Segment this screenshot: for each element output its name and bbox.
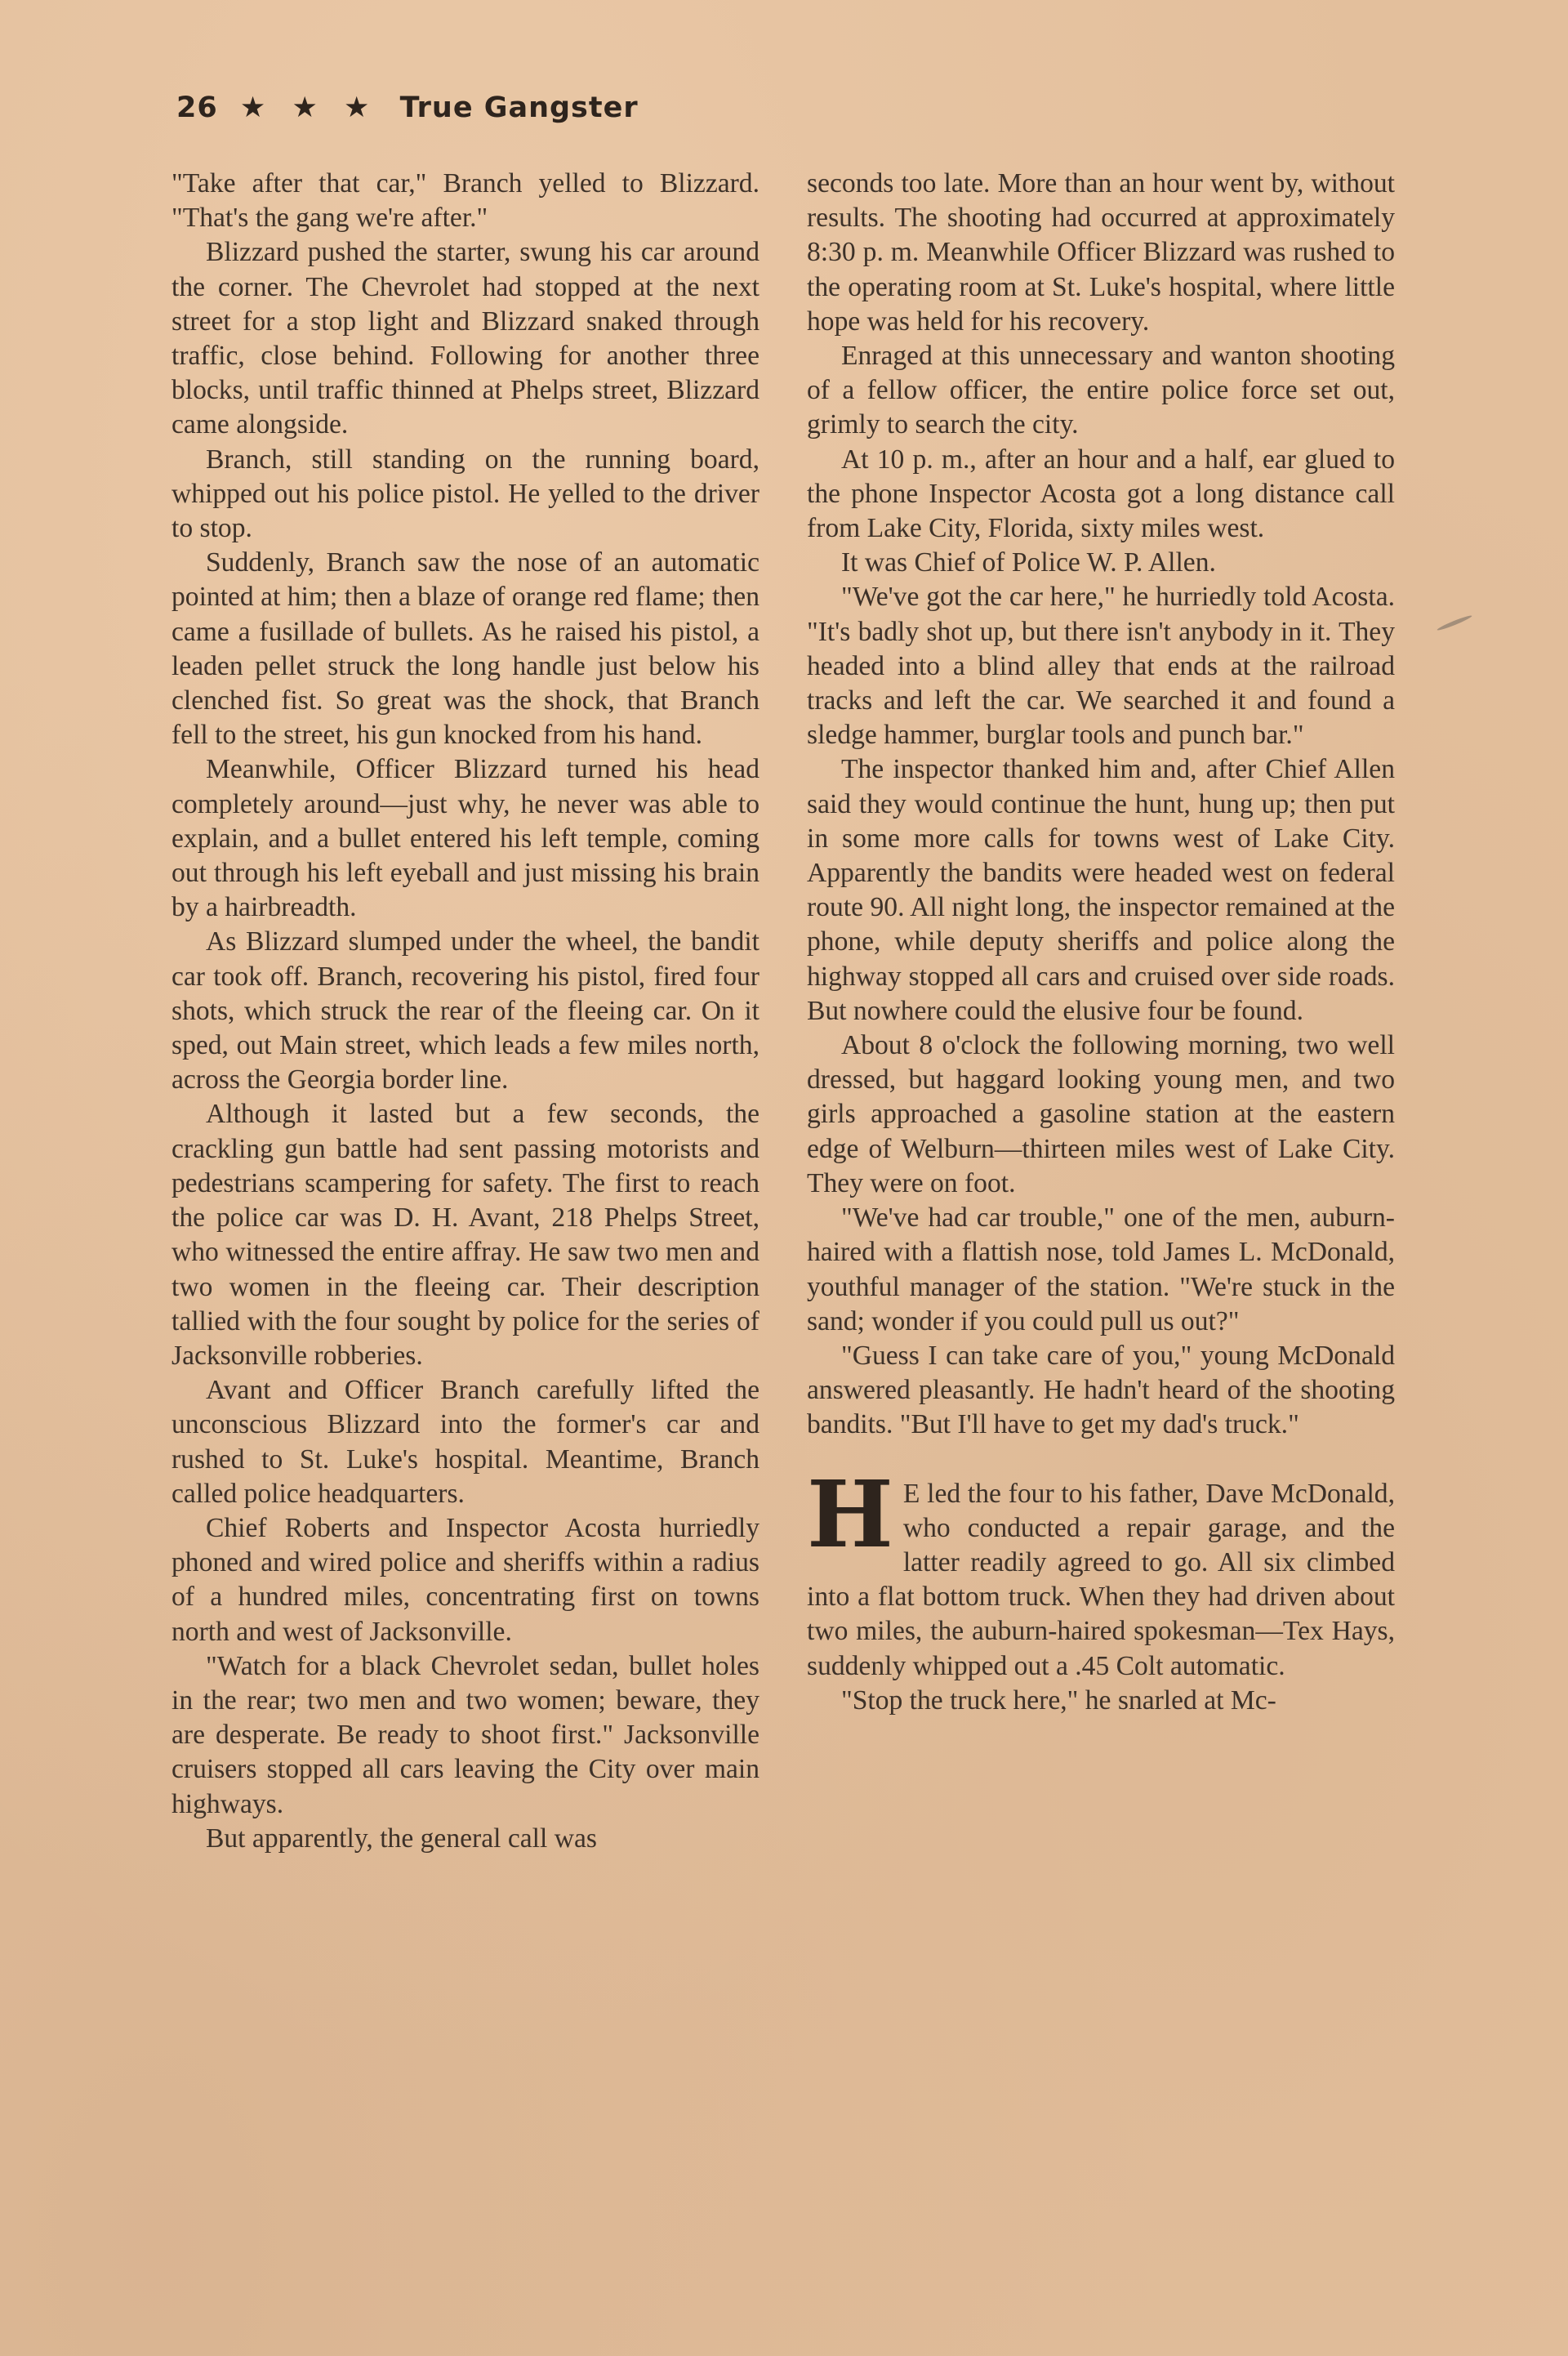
- paper-smudge: [1437, 614, 1473, 632]
- paragraph: Avant and Officer Branch carefully lifted the unconscious Blizzard into the former's car and rushed to St. Luke's hospital. Meantime, Branch called police headquarters.: [172, 1375, 760, 1509]
- paragraph: Blizzard pushed the starter, swung his car around the corner. The Chevrolet had stopped at the next street for a stop light and Blizzard snaked through traffic, close behind. Following for another three blocks, until traffic thinned at Phelps street, Blizzard came alongside.: [172, 237, 760, 440]
- paragraph: It was Chief of Police W. P. Allen.: [841, 547, 1216, 578]
- paragraph: As Blizzard slumped under the wheel, the bandit car took off. Branch, recovering his pistol, fired four shots, which struck the rear of the fleeing car. On it sped, out Main street, which leads a few miles north, across the Georgia border line.: [172, 926, 760, 1095]
- paragraph: About 8 o'clock the following morning, two well dressed, but haggard looking young men, and two girls approached a gasoline station at the eastern edge of Welburn—thirteen miles west of Lake City. They were on foot.: [807, 1030, 1395, 1198]
- section-start-text: E led the four to his father, Dave McDonald, who conducted a repair garage, and the latter readily agreed to go. All six climbed into a flat bottom truck. When they had driven about two miles, the auburn-haired spokesman—Tex Hays, suddenly whipped out a .45 Colt automatic.: [807, 1478, 1395, 1681]
- paragraph: "We've got the car here," he hurriedly told Acosta. "It's badly shot up, but there isn't anybody in it. They headed into a blind alley that ends at the railroad tracks and left the car. We searched it and found a sledge hammer, burglar tools and punch bar.": [807, 582, 1395, 751]
- right-column: [807, 167, 1395, 1718]
- paragraph: But apparently, the general call was: [206, 1823, 597, 1854]
- drop-cap: H: [807, 1461, 893, 1568]
- paragraph: The inspector thanked him and, after Chief Allen said they would continue the hunt, hung up; then put in some more calls for towns west of Lake City. Apparently the bandits were headed west on federal route 90. All night long, the inspector remained at the phone, while deputy sheriffs and police along the highway stopped all cars and cruised over side roads. But nowhere could the elusive four be found.: [807, 754, 1395, 1026]
- paragraph: At 10 p. m., after an hour and a half, ear glued to the phone Inspector Acosta got a long distance call from Lake City, Florida, sixty miles west.: [807, 444, 1395, 544]
- paragraph: "Stop the truck here," he snarled at Mc-: [841, 1684, 1276, 1716]
- star-icons: ★ ★ ★: [239, 91, 378, 124]
- page-header: [176, 91, 639, 124]
- paragraph: Suddenly, Branch saw the nose of an automatic pointed at him; then a blaze of orange red flame; then came a fusillade of bullets. As he raised his pistol, a leaden pellet struck the long handle just below his clenched fist. So great was the shock, that Branch fell to the street, his gun knocked from his hand.: [172, 547, 760, 751]
- page-number: 26: [176, 91, 218, 124]
- paragraph: "Watch for a black Chevrolet sedan, bullet holes in the rear; two men and two women; beware, they are desperate. Be ready to shoot first." Jacksonville cruisers stopped all cars leaving the City over main highways.: [172, 1650, 760, 1819]
- paragraph: Meanwhile, Officer Blizzard turned his head completely around—just why, he never was able to explain, and a bullet entered his left temple, coming out through his left eyeball and just missing his brain by a hairbreadth.: [172, 754, 760, 923]
- paragraph: Although it lasted but a few seconds, the crackling gun battle had sent passing motorists and pedestrians scampering for safety. The first to reach the police car was D. H. Avant, 218 Phelps Street, who witnessed the entire affray. He saw two men and two women in the fleeing car. Their description tallied with the four sought by police for the series of Jacksonville robberies.: [172, 1099, 760, 1371]
- left-column: [172, 167, 760, 1856]
- section-start-paragraph: [807, 1461, 1395, 1684]
- paragraph: Enraged at this unnecessary and wanton shooting of a fellow officer, the entire police force set out, grimly to search the city.: [807, 341, 1395, 440]
- magazine-title: True Gangster: [399, 91, 639, 124]
- paragraph: "Guess I can take care of you," young McDonald answered pleasantly. He hadn't heard of the shooting bandits. "But I'll have to get my dad's truck.": [807, 1340, 1395, 1440]
- paragraph: Branch, still standing on the running board, whipped out his police pistol. He yelled to the driver to stop.: [172, 444, 760, 544]
- paragraph: "We've had car trouble," one of the men, auburn-haired with a flattish nose, told James L. McDonald, youthful manager of the station. "We're stuck in the sand; wonder if you could pull us out?": [807, 1203, 1395, 1336]
- paragraph: Chief Roberts and Inspector Acosta hurriedly phoned and wired police and sheriffs within a radius of a hundred miles, concentrating first on towns north and west of Jacksonville.: [172, 1512, 760, 1647]
- paragraph: "Take after that car," Branch yelled to Blizzard. "That's the gang we're after.": [172, 168, 760, 234]
- paragraph: seconds too late. More than an hour went by, without results. The shooting had occurred at approximately 8:30 p. m. Meanwhile Officer Blizzard was rushed to the operating room at St. Luke's hospital, where little hope was held for his recovery.: [807, 168, 1395, 337]
